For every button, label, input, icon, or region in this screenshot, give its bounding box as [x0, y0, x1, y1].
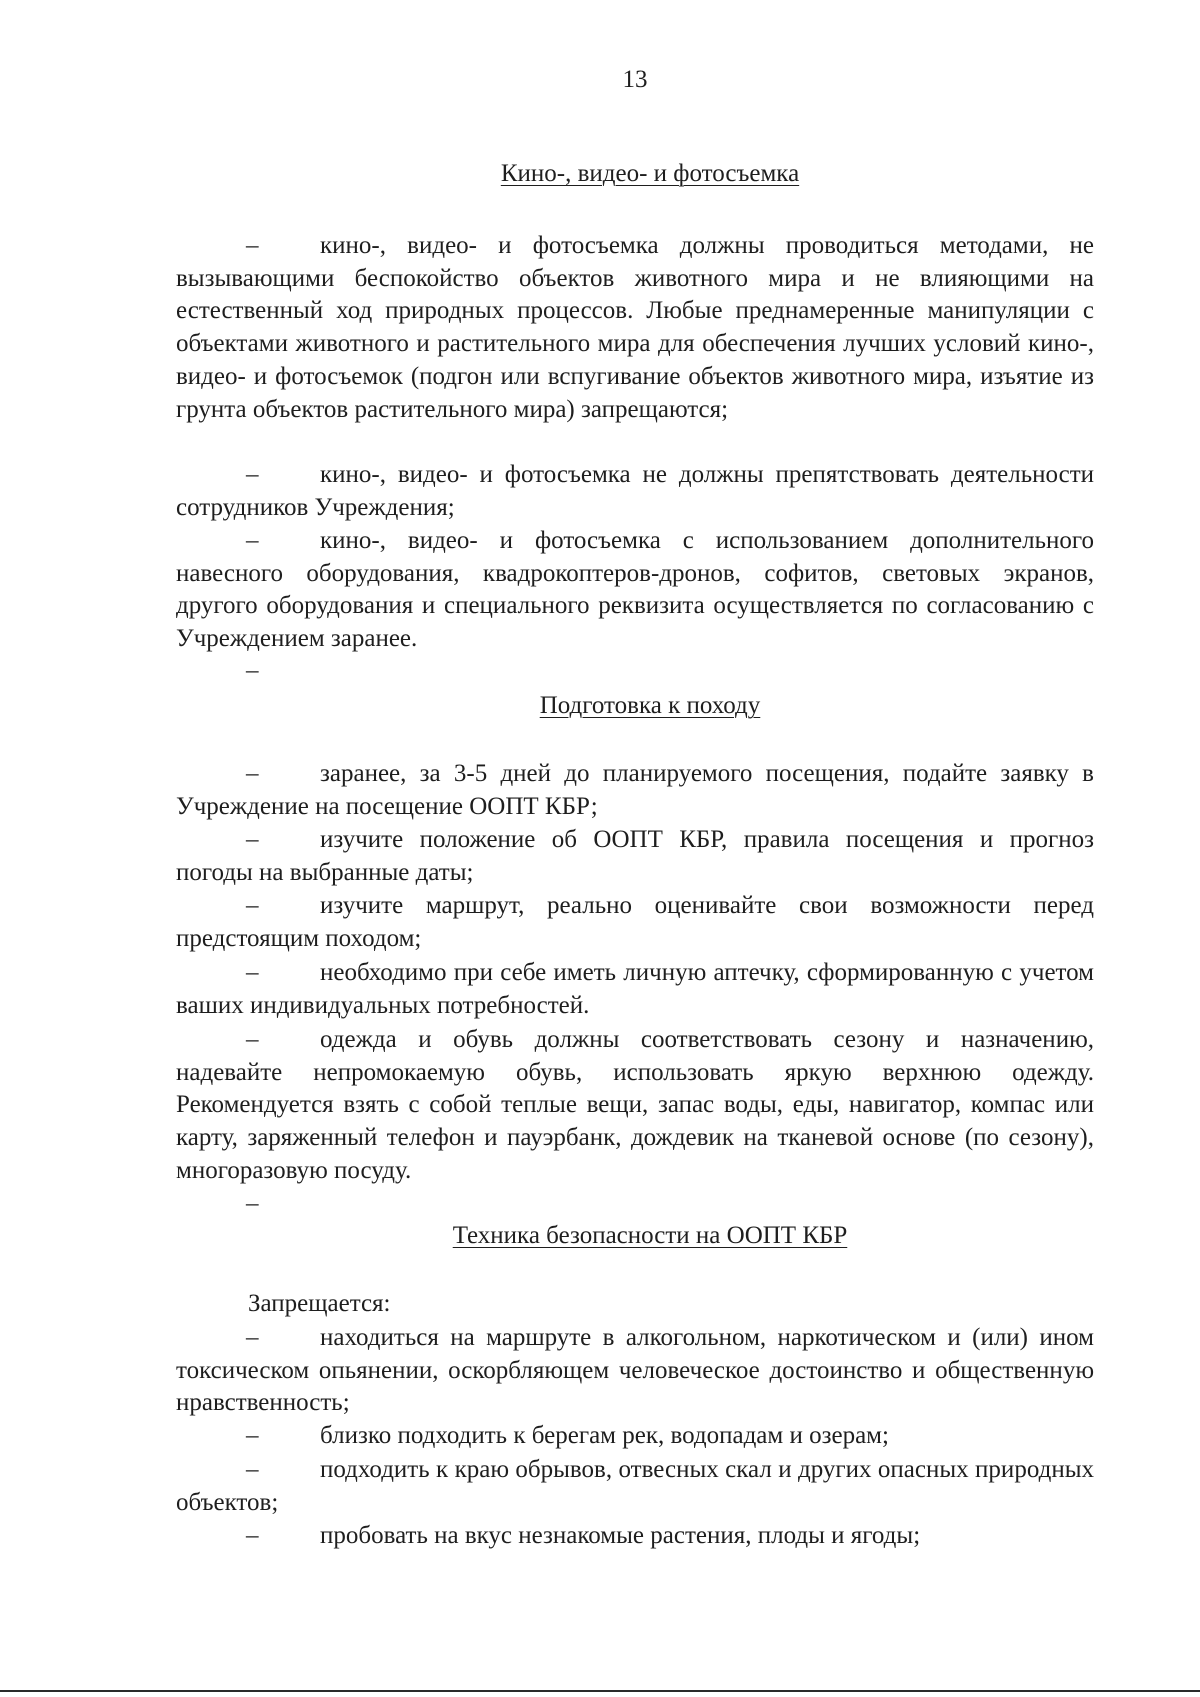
page-number: 13: [622, 66, 648, 93]
list-item: [176, 1024, 1094, 1188]
section-heading-preparation: Подготовка к походу: [539, 692, 761, 719]
section-heading-filming: Кино-, видео- и фотосъемка: [500, 160, 800, 187]
list-item-text: близко подходить к берегам рек, водопадам и озерам;: [320, 1422, 889, 1449]
list-item-text: пробовать на вкус незнакомые растения, плоды и ягоды;: [320, 1522, 921, 1549]
list-item-text: находиться на маршруте в алкогольном, наркотическом и (или) ином токсическом опьянении, оскорбляющем человеческое достоинство и общественную нравственность;: [176, 1324, 1094, 1417]
dash-mark: –: [246, 1522, 259, 1549]
list-item: [176, 890, 1094, 955]
dash-mark: –: [246, 527, 259, 554]
dash-mark: –: [246, 232, 259, 259]
list-item: [176, 957, 1094, 1022]
list-item-text: кино-, видео- и фотосъемка с использованием дополнительного навесного оборудования, квадрокоптеров-дронов, софитов, световых экранов, другого оборудования и специального реквизита осуществляется по согласованию с Учреждением заранее.: [176, 527, 1094, 653]
list-item: [176, 1454, 1094, 1519]
list-item-text: изучите положение об ООПТ КБР, правила посещения и прогноз погоды на выбранные даты;: [176, 826, 1094, 886]
stray-dash: –: [246, 1190, 259, 1217]
section-heading-safety: Техника безопасности на ООПТ КБР: [452, 1222, 848, 1249]
list-item: [176, 824, 1094, 889]
dash-mark: –: [246, 760, 259, 787]
list-item-text: заранее, за 3-5 дней до планируемого посещения, подайте заявку в Учреждение на посещение ООПТ КБР;: [176, 760, 1094, 820]
list-item-text: изучите маршрут, реально оценивайте свои возможности перед предстоящим походом;: [176, 892, 1094, 952]
intro-label: Запрещается:: [248, 1290, 391, 1317]
dash-mark: –: [246, 1456, 259, 1483]
list-item: [176, 459, 1094, 524]
list-item-text: кино-, видео- и фотосъемка не должны препятствовать деятельности сотрудников Учреждения;: [176, 461, 1094, 521]
dash-mark: –: [246, 1422, 259, 1449]
stray-dash: –: [246, 657, 259, 684]
list-item: [176, 1520, 1094, 1553]
list-item-text: одежда и обувь должны соответствовать сезону и назначению, надевайте непромокаемую обувь, использовать яркую верхнюю одежду. Рекомендуется взять с собой теплые вещи, запас воды, еды, навигатор, компас или карту, заряженный телефон и пауэрбанк, дождевик на тканевой основе (по сезону), многоразовую посуду.: [176, 1026, 1094, 1184]
list-item: [176, 758, 1094, 823]
list-item: [176, 525, 1094, 656]
list-item-text: необходимо при себе иметь личную аптечку, сформированную с учетом ваших индивидуальных потребностей.: [176, 959, 1094, 1019]
list-item: [176, 1322, 1094, 1420]
dash-mark: –: [246, 1324, 259, 1351]
bottom-rule: [0, 1690, 1200, 1692]
dash-mark: –: [246, 826, 259, 853]
list-item-text: кино-, видео- и фотосъемка должны проводиться методами, не вызывающими беспокойство объектов животного мира и не влияющими на естественный ход природных процессов. Любые преднамеренные манипуляции с объектами животного и растительного мира для обеспечения лучших условий кино-, видео- и фотосъемок (подгон или вспугивание объектов животного мира, изъятие из грунта объектов растительного мира) запрещаются;: [176, 232, 1094, 423]
list-item: [176, 1420, 1094, 1453]
dash-mark: –: [246, 1026, 259, 1053]
dash-mark: –: [246, 959, 259, 986]
dash-mark: –: [246, 892, 259, 919]
list-item: [176, 230, 1094, 426]
dash-mark: –: [246, 461, 259, 488]
list-item-text: подходить к краю обрывов, отвесных скал и других опасных природных объектов;: [176, 1456, 1094, 1516]
